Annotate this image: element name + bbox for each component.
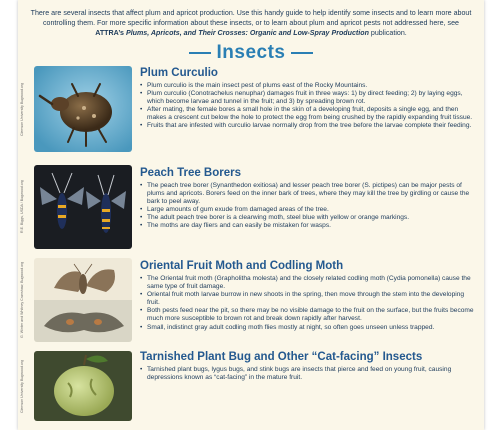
section-heading <box>18 42 484 64</box>
list-item: • The moths are day fliers and can easily be mistaken for wasps. <box>140 222 478 230</box>
publication-title-link[interactable]: Plums, Apricots, and Their Crosses: Organic and Low-Spray Production <box>125 29 369 37</box>
insect-section-oriental-fruit-moth <box>18 256 484 344</box>
heading-rule-left <box>189 52 211 54</box>
intro-text-end: publication. <box>368 29 407 37</box>
insect-section-peach-tree-borers <box>18 163 484 251</box>
list-item: • Fruits that are infested with curculio larvae normally drop from the tree before the larvae complete their feeding. <box>140 122 478 130</box>
heading-rule-right <box>291 52 313 54</box>
section-heading-label: Insects <box>216 42 286 63</box>
list-item: • After mating, the female bores a small hole in the skin of a developing fruit, deposits a single egg, and then makes a crescent cut below the hole to protect the egg from being crushed by the rapidly expanding fruit tissue. <box>140 106 478 122</box>
cat-facing-fruit-image <box>34 351 132 421</box>
list-item: • The adult peach tree borer is a clearwing moth, steel blue with yellow or orange markings. <box>140 214 478 222</box>
list-item: • Large amounts of gum exude from damaged areas of the tree. <box>140 206 478 214</box>
intro-text: There are several insects that affect plum and apricot production. Use this handy guide to help identify some insects and to learn more about controlling them. For more specific information about these insects, or to learn about plum and apricot pests not addressed here, see <box>30 9 472 27</box>
photo-credit: Clemson University Bugwood.org <box>20 359 24 413</box>
list-item: • Plum curculio is the main insect pest of plums east of the Rocky Mountains. <box>140 82 478 90</box>
bullet-list <box>140 82 478 131</box>
bullet-list <box>140 275 478 332</box>
peach-tree-borer-photo <box>34 165 132 249</box>
fruit-moth-image <box>34 258 132 342</box>
section-title: Plum Curculio <box>140 67 218 79</box>
bullet-list <box>140 182 478 231</box>
list-item: • Small, indistinct gray adult codling moth flies mostly at night, so often goes unseen unless trapped. <box>140 324 478 332</box>
list-item: • The peach tree borer (Synanthedon exitiosa) and lesser peach tree borer (S. pictipes) can be major pests of plums and apricots. Borers feed on the inner bark of trees, where they may kill the tree by girdling or cause the bark to peel away. <box>140 182 478 206</box>
insect-section-plum-curculio <box>18 64 484 156</box>
plum-curculio-photo <box>34 66 132 152</box>
plum-curculio-image <box>34 66 132 152</box>
insect-section-tarnished-plant-bug <box>18 349 484 430</box>
cat-facing-fruit-photo <box>34 351 132 421</box>
list-item: • Both pests feed near the pit, so there may be no visible damage to the fruit on the surface, but the fruits become much more susceptible to brown rot and break down rapidly after harvest. <box>140 307 478 323</box>
photo-credit: G. Winter and Whitney Cranshaw, Bugwood.org <box>20 261 24 339</box>
peach-tree-borer-image <box>34 165 132 249</box>
photo-credit: Clemson University Bugwood.org <box>20 82 24 136</box>
section-title: Tarnished Plant Bug and Other “Cat-facing” Insects <box>140 351 423 363</box>
photo-credit: R.E. Biggs, USDA / Bugwood.org <box>20 180 24 234</box>
intro-paragraph <box>28 8 474 38</box>
list-item: • Oriental fruit moth larvae burrow in new shoots in the spring, then move through the stem into the developing fruit. <box>140 291 478 307</box>
fruit-moth-photo <box>34 258 132 342</box>
section-title: Peach Tree Borers <box>140 167 242 179</box>
list-item: • Tarnished plant bugs, lygus bugs, and stink bugs are insects that pierce and feed on young fruit, causing depressions known as “cat-facing” in the mature fruit. <box>140 366 478 382</box>
fact-sheet-page <box>18 0 484 430</box>
list-item: • Plum curculio (Conotrachelus nenuphar) damages fruit in three ways: 1) by direct feeding; 2) by laying eggs, which become larvae and tunnel in the fruit; and 3) by spreading brown rot. <box>140 90 478 106</box>
section-title: Oriental Fruit Moth and Codling Moth <box>140 260 344 272</box>
bullet-list <box>140 366 478 382</box>
publication-source: ATTRA’s <box>95 29 126 37</box>
list-item: • The Oriental fruit moth (Grapholitha molesta) and the closely related codling moth (Cydia pomonella) cause the same type of fruit damage. <box>140 275 478 291</box>
